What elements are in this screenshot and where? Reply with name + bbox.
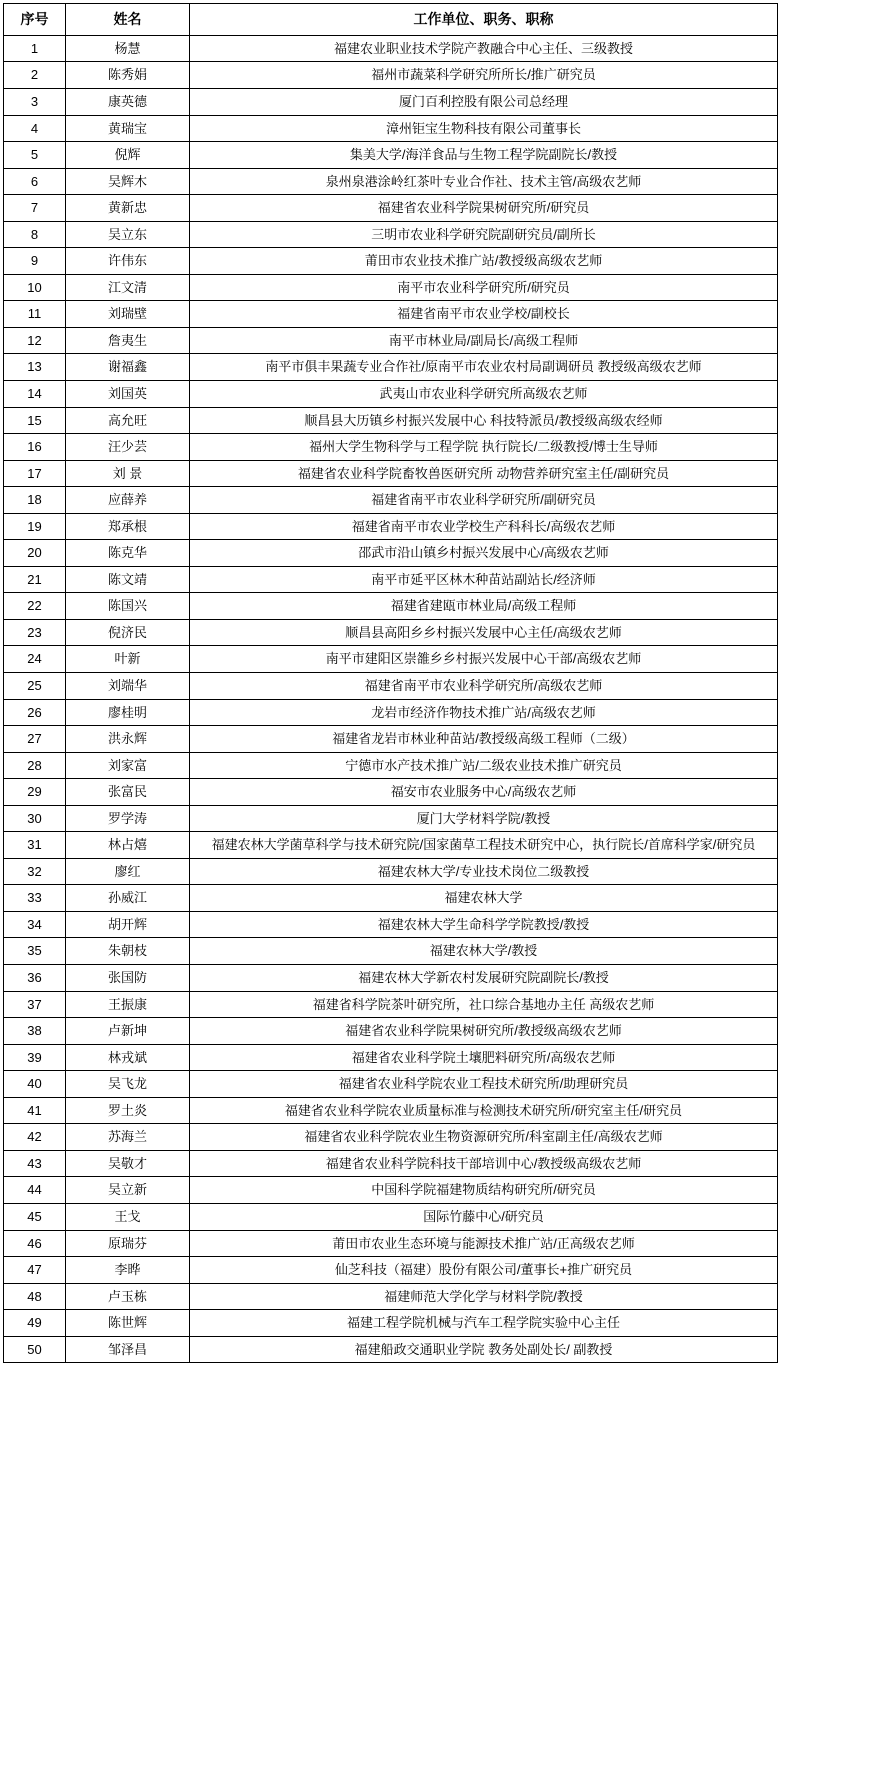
table-row — [4, 274, 778, 301]
cell-index: 9 — [4, 248, 66, 275]
cell-unit: 福建省农业科学院农业工程技术研究所/助理研究员 — [190, 1071, 778, 1098]
cell-index: 45 — [4, 1203, 66, 1230]
cell-name: 吴立东 — [66, 221, 190, 248]
table-row — [4, 88, 778, 115]
table-row — [4, 991, 778, 1018]
cell-name: 苏海兰 — [66, 1124, 190, 1151]
cell-unit: 福安市农业服务中心/高级农艺师 — [190, 779, 778, 806]
cell-index: 12 — [4, 327, 66, 354]
table-row — [4, 726, 778, 753]
cell-unit: 宁德市水产技术推广站/二级农业技术推广研究员 — [190, 752, 778, 779]
column-header-unit: 工作单位、职务、职称 — [190, 4, 778, 36]
cell-unit: 南平市延平区林木种苗站副站长/经济师 — [190, 566, 778, 593]
cell-name: 卢新坤 — [66, 1018, 190, 1045]
table-row — [4, 938, 778, 965]
table-row — [4, 1230, 778, 1257]
column-header-name: 姓名 — [66, 4, 190, 36]
cell-name: 汪少芸 — [66, 434, 190, 461]
cell-name: 朱朝枝 — [66, 938, 190, 965]
cell-name: 许伟东 — [66, 248, 190, 275]
cell-index: 5 — [4, 142, 66, 169]
cell-index: 19 — [4, 513, 66, 540]
cell-unit: 福建农业职业技术学院产教融合中心主任、三级教授 — [190, 35, 778, 62]
cell-unit: 顺昌县大历镇乡村振兴发展中心 科技特派员/教授级高级农经师 — [190, 407, 778, 434]
cell-index: 29 — [4, 779, 66, 806]
cell-index: 3 — [4, 88, 66, 115]
cell-index: 44 — [4, 1177, 66, 1204]
table-row — [4, 805, 778, 832]
table-row — [4, 673, 778, 700]
cell-name: 叶新 — [66, 646, 190, 673]
cell-unit: 南平市建阳区崇雒乡乡村振兴发展中心干部/高级农艺师 — [190, 646, 778, 673]
table-row — [4, 779, 778, 806]
table-row — [4, 301, 778, 328]
cell-name: 刘端华 — [66, 673, 190, 700]
cell-unit: 福建省农业科学院农业生物资源研究所/科室副主任/高级农艺师 — [190, 1124, 778, 1151]
cell-name: 王戈 — [66, 1203, 190, 1230]
table-row — [4, 1150, 778, 1177]
cell-unit: 国际竹藤中心/研究员 — [190, 1203, 778, 1230]
cell-name: 林戎斌 — [66, 1044, 190, 1071]
cell-index: 36 — [4, 965, 66, 992]
table-row — [4, 911, 778, 938]
cell-name: 康英德 — [66, 88, 190, 115]
cell-name: 高允旺 — [66, 407, 190, 434]
cell-name: 吴飞龙 — [66, 1071, 190, 1098]
cell-index: 16 — [4, 434, 66, 461]
cell-name: 倪济民 — [66, 619, 190, 646]
table-body — [4, 35, 778, 1362]
table-row — [4, 1203, 778, 1230]
roster-table — [3, 3, 778, 1363]
cell-index: 22 — [4, 593, 66, 620]
cell-name: 陈文靖 — [66, 566, 190, 593]
cell-unit: 福建农林大学生命科学学院教授/教授 — [190, 911, 778, 938]
cell-index: 11 — [4, 301, 66, 328]
table-row — [4, 221, 778, 248]
cell-index: 28 — [4, 752, 66, 779]
cell-name: 李晔 — [66, 1257, 190, 1284]
cell-unit: 福建农林大学 — [190, 885, 778, 912]
table-row — [4, 35, 778, 62]
column-header-index: 序号 — [4, 4, 66, 36]
cell-index: 50 — [4, 1336, 66, 1363]
table-row — [4, 513, 778, 540]
cell-name: 陈国兴 — [66, 593, 190, 620]
cell-index: 30 — [4, 805, 66, 832]
cell-index: 18 — [4, 487, 66, 514]
cell-unit: 漳州钜宝生物科技有限公司董事长 — [190, 115, 778, 142]
table-row — [4, 354, 778, 381]
cell-index: 10 — [4, 274, 66, 301]
cell-name: 林占熺 — [66, 832, 190, 859]
table-row — [4, 832, 778, 859]
cell-index: 14 — [4, 381, 66, 408]
cell-unit: 福建师范大学化学与材料学院/教授 — [190, 1283, 778, 1310]
cell-unit: 福建省农业科学院畜牧兽医研究所 动物营养研究室主任/副研究员 — [190, 460, 778, 487]
cell-name: 罗学涛 — [66, 805, 190, 832]
cell-name: 杨慧 — [66, 35, 190, 62]
cell-unit: 邵武市沿山镇乡村振兴发展中心/高级农艺师 — [190, 540, 778, 567]
cell-unit: 南平市俱丰果蔬专业合作社/原南平市农业农村局副调研员 教授级高级农艺师 — [190, 354, 778, 381]
cell-unit: 武夷山市农业科学研究所高级农艺师 — [190, 381, 778, 408]
cell-unit: 福建省建瓯市林业局/高级工程师 — [190, 593, 778, 620]
cell-name: 张富民 — [66, 779, 190, 806]
cell-name: 郑承根 — [66, 513, 190, 540]
cell-unit: 福建省南平市农业科学研究所/副研究员 — [190, 487, 778, 514]
cell-unit: 中国科学院福建物质结构研究所/研究员 — [190, 1177, 778, 1204]
cell-unit: 福州大学生物科学与工程学院 执行院长/二级教授/博士生导师 — [190, 434, 778, 461]
cell-unit: 福建工程学院机械与汽车工程学院实验中心主任 — [190, 1310, 778, 1337]
cell-name: 刘国英 — [66, 381, 190, 408]
cell-name: 罗土炎 — [66, 1097, 190, 1124]
table-row — [4, 885, 778, 912]
table-row — [4, 1071, 778, 1098]
cell-name: 黄新忠 — [66, 195, 190, 222]
table-row — [4, 752, 778, 779]
cell-unit: 泉州泉港涂岭红茶叶专业合作社、技术主管/高级农艺师 — [190, 168, 778, 195]
table-row — [4, 327, 778, 354]
cell-unit: 福建船政交通职业学院 教务处副处长/ 副教授 — [190, 1336, 778, 1363]
cell-unit: 福建省龙岩市林业种苗站/教授级高级工程师（二级） — [190, 726, 778, 753]
table-row — [4, 460, 778, 487]
table-row — [4, 566, 778, 593]
cell-name: 洪永辉 — [66, 726, 190, 753]
cell-name: 吴敬才 — [66, 1150, 190, 1177]
cell-name: 吴立新 — [66, 1177, 190, 1204]
table-row — [4, 142, 778, 169]
roster-table-container — [0, 3, 888, 1363]
cell-name: 陈世辉 — [66, 1310, 190, 1337]
table-row — [4, 248, 778, 275]
cell-index: 34 — [4, 911, 66, 938]
table-row — [4, 115, 778, 142]
cell-index: 49 — [4, 1310, 66, 1337]
table-row — [4, 619, 778, 646]
cell-name: 邹泽昌 — [66, 1336, 190, 1363]
cell-name: 陈克华 — [66, 540, 190, 567]
cell-unit: 仙芝科技（福建）股份有限公司/董事长+推广研究员 — [190, 1257, 778, 1284]
cell-name: 原瑞芬 — [66, 1230, 190, 1257]
cell-index: 26 — [4, 699, 66, 726]
cell-unit: 福建省农业科学院科技干部培训中心/教授级高级农艺师 — [190, 1150, 778, 1177]
cell-name: 刘 景 — [66, 460, 190, 487]
cell-unit: 三明市农业科学研究院副研究员/副所长 — [190, 221, 778, 248]
cell-name: 廖红 — [66, 858, 190, 885]
table-row — [4, 1044, 778, 1071]
table-row — [4, 965, 778, 992]
cell-index: 27 — [4, 726, 66, 753]
cell-index: 17 — [4, 460, 66, 487]
cell-index: 42 — [4, 1124, 66, 1151]
table-row — [4, 487, 778, 514]
table-row — [4, 699, 778, 726]
cell-name: 张国防 — [66, 965, 190, 992]
cell-unit: 福建农林大学/专业技术岗位二级教授 — [190, 858, 778, 885]
cell-index: 33 — [4, 885, 66, 912]
cell-index: 2 — [4, 62, 66, 89]
table-row — [4, 1124, 778, 1151]
cell-unit: 厦门大学材料学院/教授 — [190, 805, 778, 832]
cell-index: 47 — [4, 1257, 66, 1284]
cell-index: 39 — [4, 1044, 66, 1071]
cell-name: 谢福鑫 — [66, 354, 190, 381]
cell-name: 孙威江 — [66, 885, 190, 912]
cell-index: 38 — [4, 1018, 66, 1045]
cell-unit: 厦门百利控股有限公司总经理 — [190, 88, 778, 115]
cell-unit: 龙岩市经济作物技术推广站/高级农艺师 — [190, 699, 778, 726]
table-row — [4, 1018, 778, 1045]
cell-name: 廖桂明 — [66, 699, 190, 726]
cell-index: 1 — [4, 35, 66, 62]
table-row — [4, 434, 778, 461]
table-row — [4, 168, 778, 195]
cell-index: 31 — [4, 832, 66, 859]
cell-index: 48 — [4, 1283, 66, 1310]
table-row — [4, 1177, 778, 1204]
cell-index: 21 — [4, 566, 66, 593]
cell-name: 刘瑞壁 — [66, 301, 190, 328]
cell-index: 4 — [4, 115, 66, 142]
cell-index: 43 — [4, 1150, 66, 1177]
cell-name: 詹夷生 — [66, 327, 190, 354]
cell-index: 32 — [4, 858, 66, 885]
table-row — [4, 858, 778, 885]
cell-unit: 南平市林业局/副局长/高级工程师 — [190, 327, 778, 354]
cell-name: 刘家富 — [66, 752, 190, 779]
cell-name: 应薛养 — [66, 487, 190, 514]
cell-index: 7 — [4, 195, 66, 222]
table-row — [4, 540, 778, 567]
cell-unit: 福建农林大学菌草科学与技术研究院/国家菌草工程技术研究中心，执行院长/首席科学家/研究员 — [190, 832, 778, 859]
cell-unit: 福建省南平市农业科学研究所/高级农艺师 — [190, 673, 778, 700]
cell-index: 37 — [4, 991, 66, 1018]
cell-unit: 福建省科学院茶叶研究所，社口综合基地办主任 高级农艺师 — [190, 991, 778, 1018]
table-row — [4, 1257, 778, 1284]
cell-unit: 福建省农业科学院果树研究所/研究员 — [190, 195, 778, 222]
cell-unit: 福建省农业科学院土壤肥料研究所/高级农艺师 — [190, 1044, 778, 1071]
cell-unit: 莆田市农业技术推广站/教授级高级农艺师 — [190, 248, 778, 275]
cell-unit: 福建省农业科学院果树研究所/教授级高级农艺师 — [190, 1018, 778, 1045]
cell-name: 胡开辉 — [66, 911, 190, 938]
table-row — [4, 1310, 778, 1337]
cell-index: 35 — [4, 938, 66, 965]
cell-unit: 福建农林大学/教授 — [190, 938, 778, 965]
cell-index: 15 — [4, 407, 66, 434]
table-row — [4, 646, 778, 673]
table-header-row — [4, 4, 778, 36]
cell-name: 卢玉栋 — [66, 1283, 190, 1310]
cell-unit: 集美大学/海洋食品与生物工程学院副院长/教授 — [190, 142, 778, 169]
table-row — [4, 593, 778, 620]
cell-unit: 福建农林大学新农村发展研究院副院长/教授 — [190, 965, 778, 992]
cell-name: 江文清 — [66, 274, 190, 301]
cell-index: 24 — [4, 646, 66, 673]
cell-name: 王振康 — [66, 991, 190, 1018]
cell-index: 6 — [4, 168, 66, 195]
table-row — [4, 1097, 778, 1124]
cell-name: 倪辉 — [66, 142, 190, 169]
cell-unit: 福建省南平市农业学校/副校长 — [190, 301, 778, 328]
cell-index: 13 — [4, 354, 66, 381]
table-row — [4, 62, 778, 89]
table-row — [4, 1336, 778, 1363]
cell-unit: 顺昌县高阳乡乡村振兴发展中心主任/高级农艺师 — [190, 619, 778, 646]
cell-index: 20 — [4, 540, 66, 567]
cell-name: 黄瑞宝 — [66, 115, 190, 142]
cell-unit: 莆田市农业生态环境与能源技术推广站/正高级农艺师 — [190, 1230, 778, 1257]
cell-index: 25 — [4, 673, 66, 700]
cell-unit: 福州市蔬菜科学研究所所长/推广研究员 — [190, 62, 778, 89]
cell-index: 8 — [4, 221, 66, 248]
cell-unit: 福建省农业科学院农业质量标准与检测技术研究所/研究室主任/研究员 — [190, 1097, 778, 1124]
table-row — [4, 407, 778, 434]
cell-unit: 福建省南平市农业学校生产科科长/高级农艺师 — [190, 513, 778, 540]
cell-index: 41 — [4, 1097, 66, 1124]
cell-unit: 南平市农业科学研究所/研究员 — [190, 274, 778, 301]
table-row — [4, 381, 778, 408]
cell-name: 陈秀娟 — [66, 62, 190, 89]
cell-index: 23 — [4, 619, 66, 646]
table-row — [4, 195, 778, 222]
cell-name: 吴辉木 — [66, 168, 190, 195]
table-row — [4, 1283, 778, 1310]
cell-index: 40 — [4, 1071, 66, 1098]
table-header — [4, 4, 778, 36]
cell-index: 46 — [4, 1230, 66, 1257]
